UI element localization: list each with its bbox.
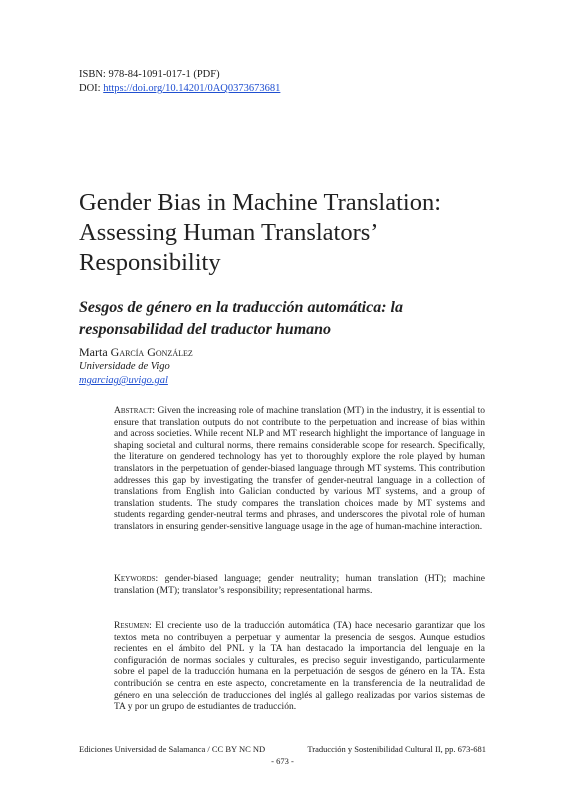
- resumen: [114, 621, 485, 714]
- paper-title: Gender Bias in Machine Translation: Assessing Human Translators’ Responsibility: [79, 189, 442, 276]
- keywords-text: gender-biased language; gender neutrality; human translation (HT); machine translation (MT); translator’s responsibility; representational harms.: [114, 574, 485, 596]
- resumen-label: Resumen: [114, 621, 150, 631]
- resumen-sep: :: [149, 621, 156, 631]
- keywords-label: Keywords: [114, 574, 156, 584]
- author-family-name: García González: [110, 345, 193, 359]
- isbn: ISBN: 978-84-1091-017-1 (PDF): [79, 69, 220, 80]
- resumen-text: El creciente uso de la traducción automática (TA) hace necesario garantizar que los textos meta no contribuyen a perpetuar y aumentar la presencia de sesgos. Aunque estudios recientes en el ámbito del PNL y la TA han destacado la importancia del lenguaje en la configuración de normas sociales y culturales, es preciso seguir investigando, particularmente sobre el papel de la traducción humana en la perpetuación de sesgos de género en la TA. Esta contribución se centra en este aspecto, concretamente en la transferencia de la neutralidad de género en una selección de traducciones del inglés al gallego realizadas por varios sistemas de TA y por un grupo de estudiantes de traducción.: [114, 621, 485, 713]
- doi-line: [79, 82, 280, 96]
- paper-subtitle: Sesgos de género en la traducción automática: la responsabilidad del traductor humano: [79, 299, 403, 338]
- footer-publisher: Ediciones Universidad de Salamanca / CC BY NC ND: [79, 744, 266, 754]
- author-affiliation: Universidade de Vigo: [79, 361, 170, 372]
- keywords: [114, 574, 485, 597]
- footer-journal: Traducción y Sostenibilidad Cultural II, pp. 673-681: [307, 744, 486, 754]
- abstract-text: Given the increasing role of machine translation (MT) in the industry, it is essential to ensure that translation outputs do not contribute to the perpetuation and increase of bias within and across societies. While recent NLP and MT research highlight the importance of language in shaping societal and cultural norms, there remains considerable scope for research. Specifically, the literature on gendered technology has yet to thoroughly explore the role played by human translators in the perpetuation of gender-biased language through MT systems. This contribution addresses this gap by investigating the transfer of gender-neutral language in a collection of translations from English into Galician conducted by various MT systems, and a group of translation students. The study compares the translation choices made by MT systems and students regarding gender-neutral terms and phrases, and underscores the pivotal role of human translators in ensuring gender-sensitive language usage in the age of human-machine interaction.: [114, 406, 485, 532]
- keywords-sep: :: [155, 574, 165, 584]
- author-email-line: [79, 374, 168, 388]
- author-name: [79, 345, 193, 360]
- abstract: [114, 406, 485, 534]
- doi-link[interactable]: https://doi.org/10.14201/0AQ0373673681: [103, 83, 281, 94]
- author-email-link[interactable]: mgarciag@uvigo.gal: [79, 375, 168, 386]
- abstract-label: Abstract: [114, 406, 153, 416]
- page-number: - 673 -: [271, 756, 294, 766]
- abstract-sep: :: [152, 406, 158, 416]
- doi-label: DOI:: [79, 83, 104, 94]
- author-given-name: Marta: [79, 345, 111, 359]
